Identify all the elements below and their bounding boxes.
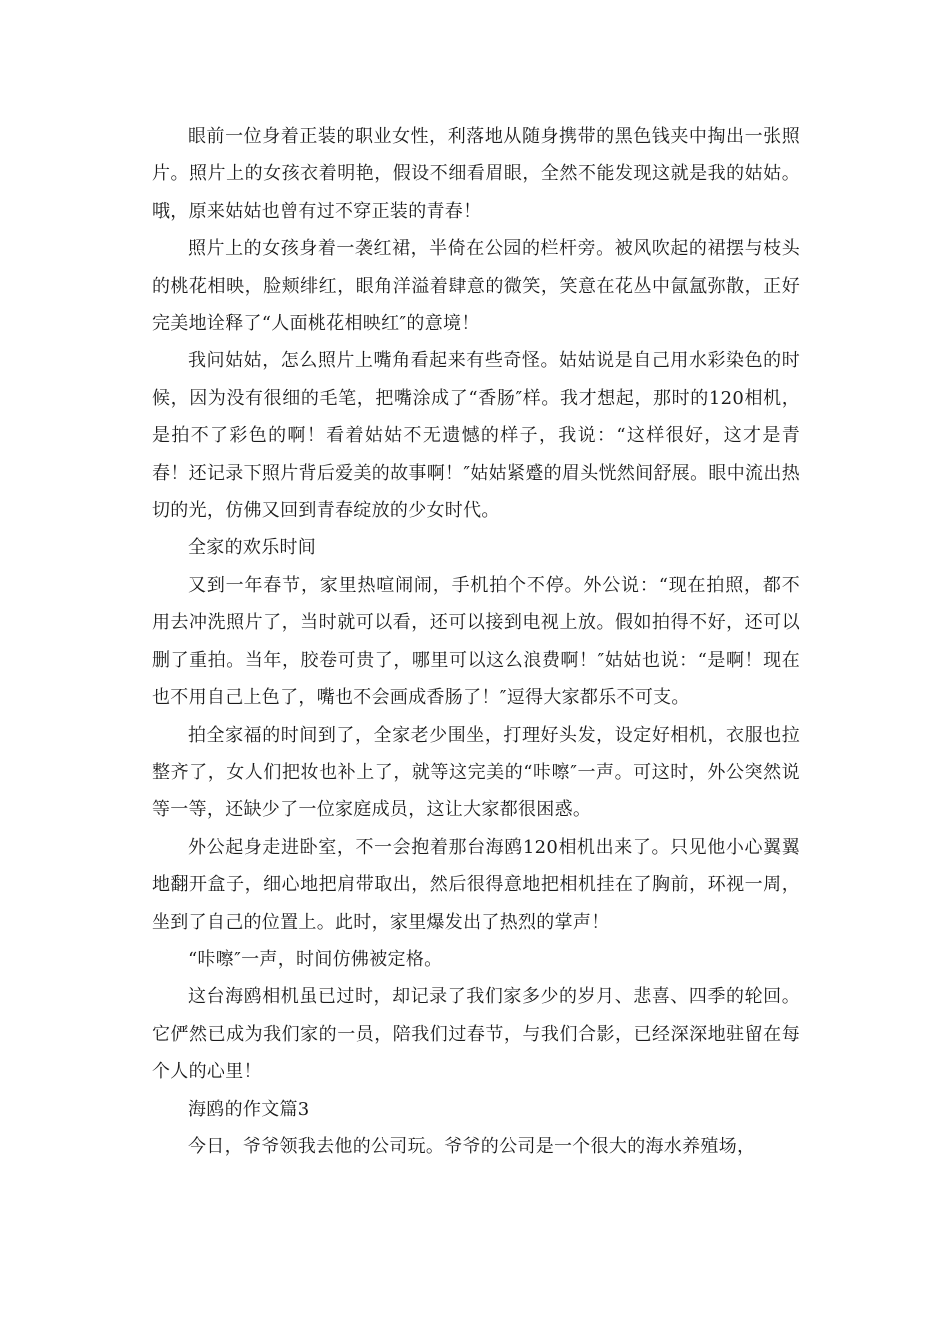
paragraph-grandpa-camera: 外公起身走进卧室，不一会抱着那台海鸥120相机出来了。只见他小心翼翼地翻开盒子，细心地把肩带取出，然后很得意地把相机挂在了胸前，环视一周，坐到了自己的位置上。此时，家里爆发出了热烈的掌声！ <box>152 836 800 933</box>
paragraph-aunt-photo-intro: 眼前一位身着正装的职业女性，利落地从随身携带的黑色钱夹中掏出一张照片。照片上的女孩衣着明艳，假设不细看眉眼，全然不能发现这就是我的姑姑。哦，原来姑姑也曾有过不穿正装的青春！ <box>152 126 800 222</box>
paragraph-spring-festival: 又到一年春节，家里热喧闹闹，手机拍个不停。外公说：“现在拍照，都不用去冲洗照片了，当时就可以看，还可以接到电视上放。假如拍得不好，还可以删了重拍。当年，胶卷可贵了，哪里可以这么浪费啊！″姑姑也说：“是啊！现在也不用自己上色了，嘴也不会画成香肠了！″逗得大家都乐不可支。 <box>152 574 800 709</box>
paragraph-click-moment: “咔嚓″一声，时间仿佛被定格。 <box>188 948 443 970</box>
section-heading-essay-3: 海鸥的作文篇3 <box>188 1098 310 1120</box>
paragraph-family-photo: 拍全家福的时间到了，全家老少围坐，打理好头发，设定好相机，衣服也拉整齐了，女人们把妆也补上了，就等这完美的“咔嚓″一声。可这时，外公突然说等一等，还缺少了一位家庭成员，这让大家都很困惑。 <box>152 724 800 821</box>
section-heading-family-time: 全家的欢乐时间 <box>188 537 317 559</box>
paragraph-grandpa-company: 今日，爷爷领我去他的公司玩。爷爷的公司是一个很大的海水养殖场， <box>188 1135 756 1157</box>
paragraph-camera-memory: 这台海鸥相机虽已过时，却记录了我们家多少的岁月、悲喜、四季的轮回。它俨然已成为我们家的一员，陪我们过春节，与我们合影，已经深深地驻留在每个人的心里！ <box>152 986 800 1083</box>
paragraph-lip-color: 我问姑姑，怎么照片上嘴角看起来有些奇怪。姑姑说是自己用水彩染色的时候，因为没有很细的毛笔，把嘴涂成了“香肠″样。我才想起，那时的120相机，是拍不了彩色的啊！看着姑姑不无遗憾的样子，我说：“这样很好，这才是青春！还记录下照片背后爱美的故事啊！″姑姑紧蹙的眉头恍然间舒展。眼中流出热切的光，仿佛又回到青春绽放的少女时代。 <box>152 350 800 522</box>
paragraph-red-dress: 照片上的女孩身着一袭红裙，半倚在公园的栏杆旁。被风吹起的裙摆与枝头的桃花相映，脸颊绯红，眼角洋溢着肆意的微笑，笑意在花丛中氤氲弥散，正好完美地诠释了“人面桃花相映红″的意境！ <box>152 238 800 335</box>
document-body <box>152 118 800 1165</box>
